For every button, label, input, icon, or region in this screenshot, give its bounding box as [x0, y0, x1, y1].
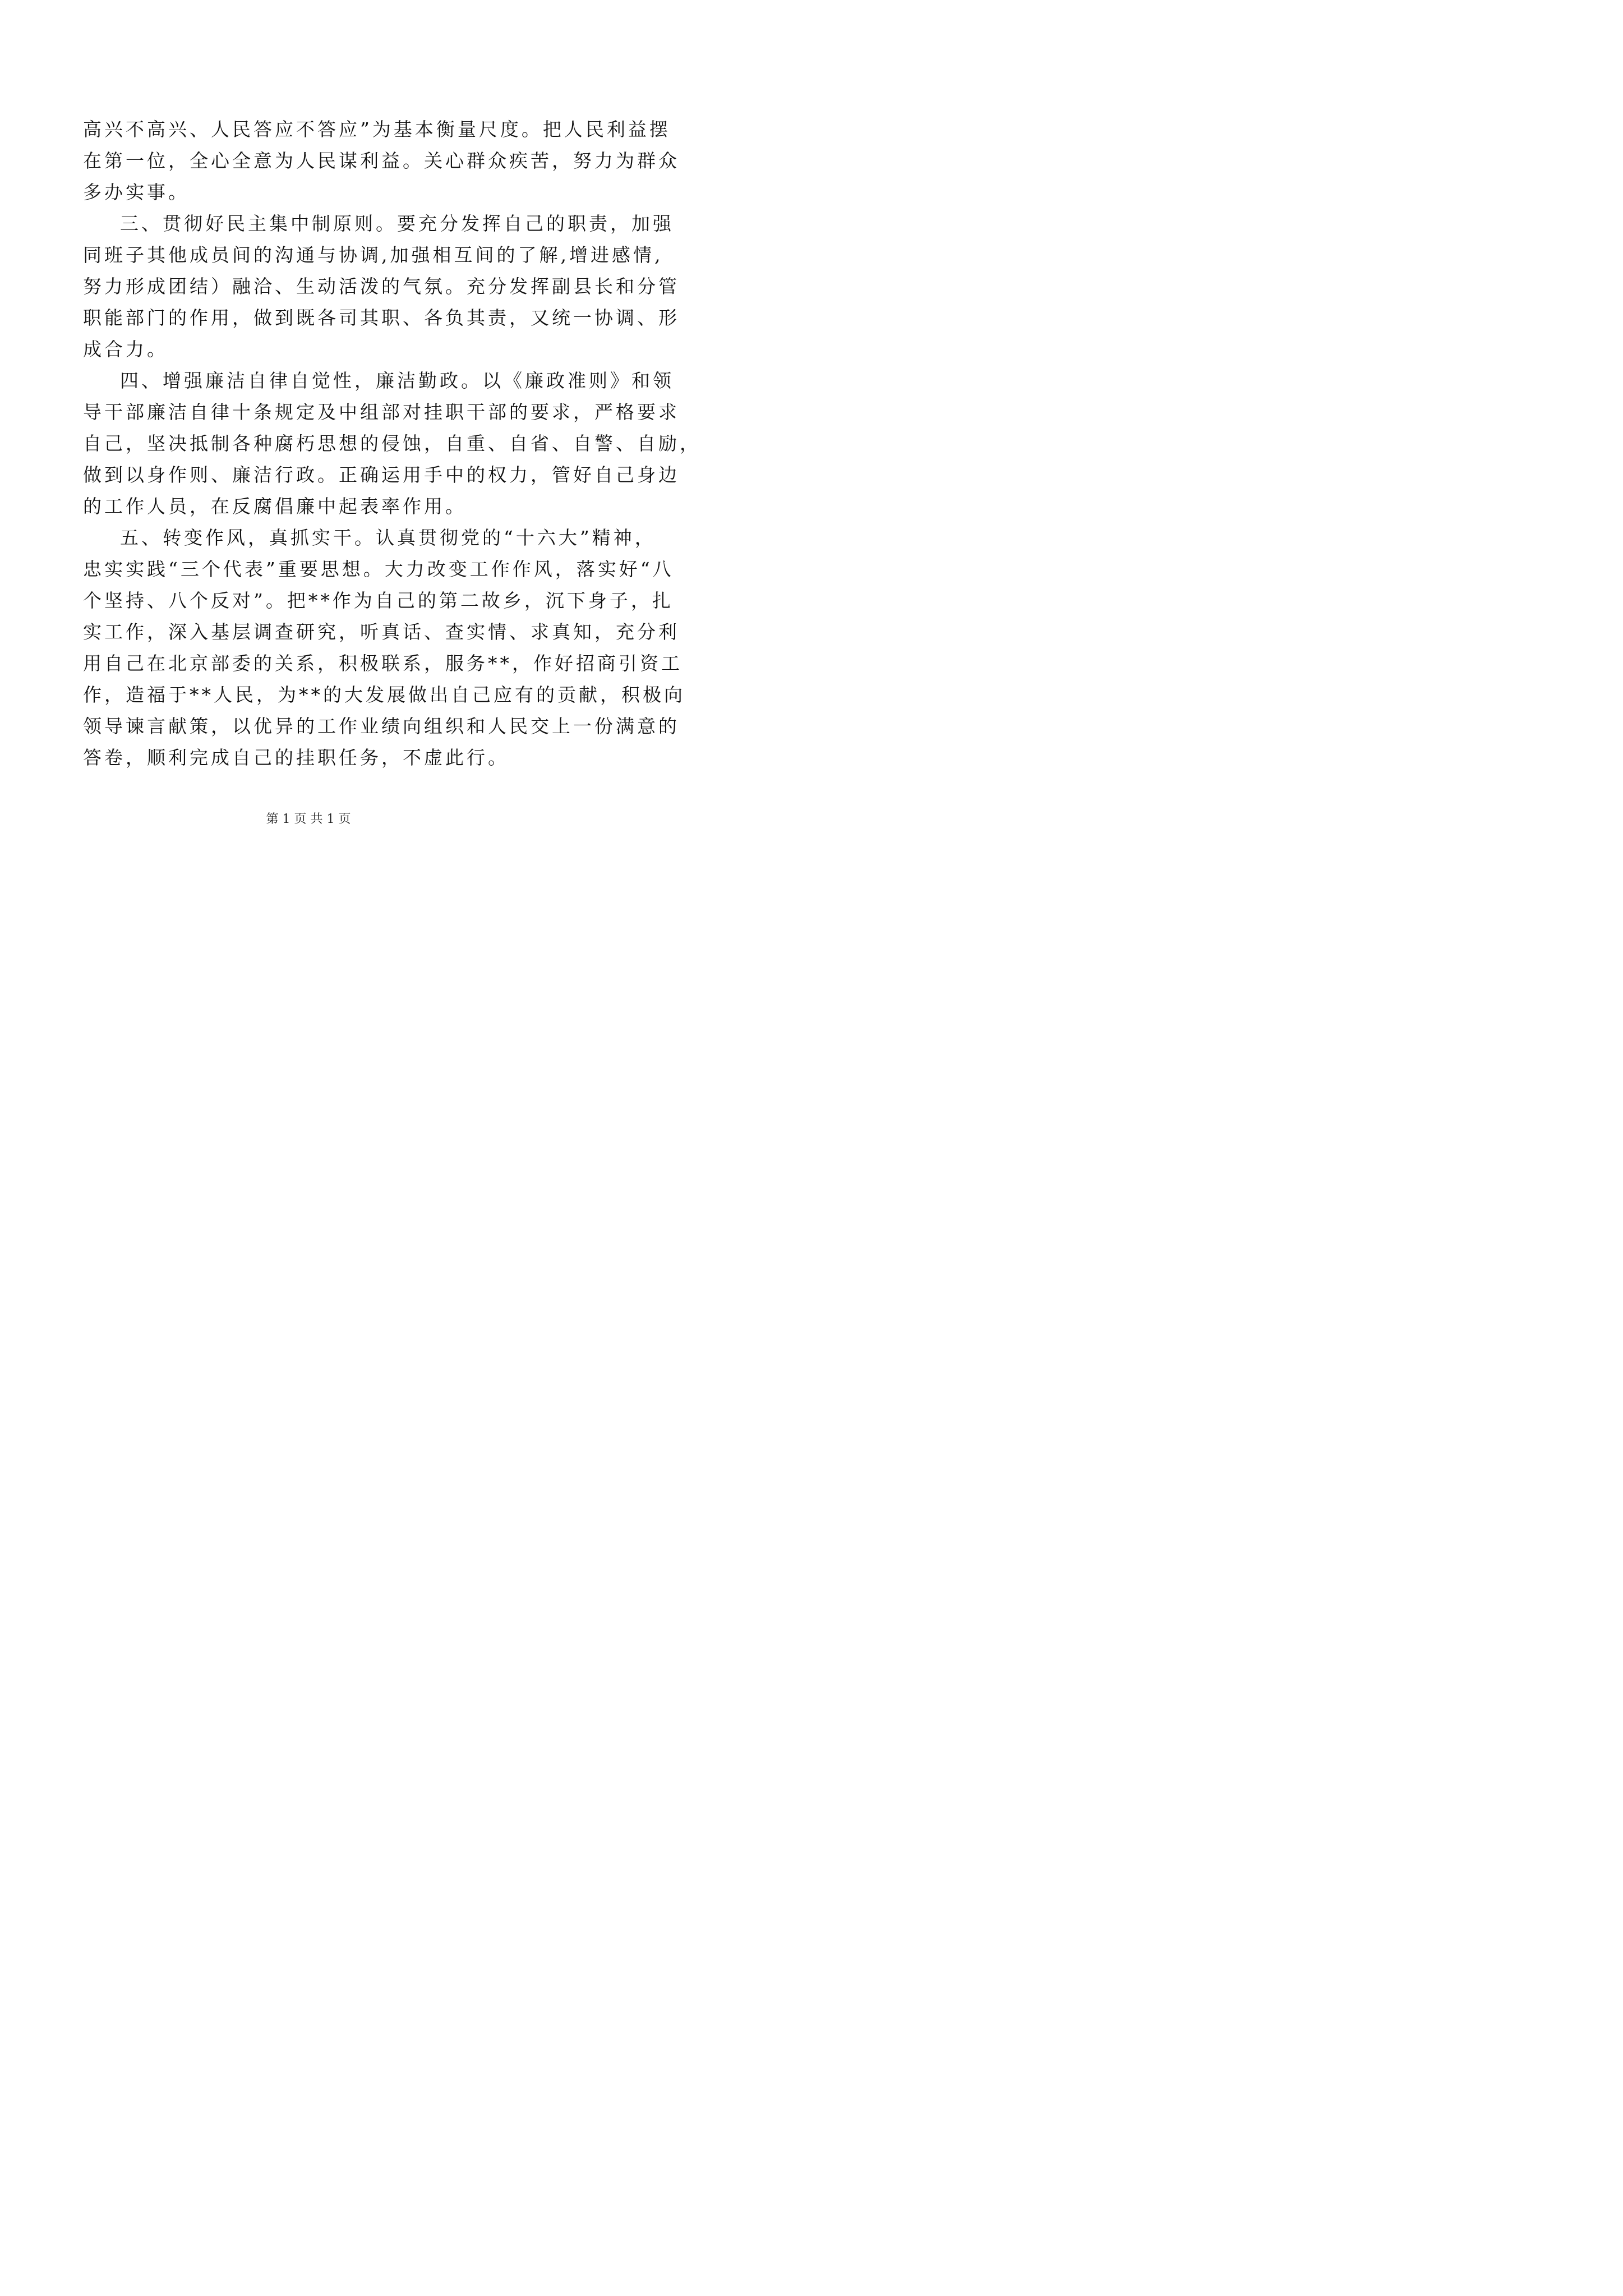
body-line: 答卷，顺利完成自己的挂职任务，不虚此行。: [83, 747, 509, 769]
body-line: 成合力。: [83, 338, 168, 360]
body-line: 四、增强廉洁自律自觉性，廉洁勤政。以《廉政准则》和领: [120, 370, 674, 392]
body-line: 的工作人员，在反腐倡廉中起表率作用。: [83, 495, 467, 517]
body-line: 职能部门的作用，做到既各司其职、各负其责，又统一协调、形: [83, 307, 680, 329]
body-line: 五、转变作风，真抓实干。认真贯彻党的“十六大”精神，: [120, 527, 656, 549]
body-line: 努力形成团结）融洽、生动活泼的气氛。充分发挥副县长和分管: [83, 275, 680, 297]
body-line: 多办实事。: [83, 181, 190, 203]
document-page: [0, 0, 701, 872]
page-number-footer: 第 1 页 共 1 页: [266, 812, 351, 826]
body-line: 实工作，深入基层调查研究，听真话、查实情、求真知，充分利: [83, 621, 680, 643]
body-line: 导干部廉洁自律十条规定及中组部对挂职干部的要求，严格要求: [83, 401, 680, 423]
body-line: 忠实实践“三个代表”重要思想。大力改变工作作风，落实好“八: [83, 558, 674, 580]
body-line: 自己，坚决抵制各种腐朽思想的侵蚀，自重、自省、自警、自励，: [83, 432, 701, 454]
body-line: 做到以身作则、廉洁行政。正确运用手中的权力，管好自己身边: [83, 464, 680, 486]
body-line: 高兴不高兴、人民答应不答应”为基本衡量尺度。把人民利益摆: [83, 118, 671, 140]
body-line: 用自己在北京部委的关系，积极联系，服务**，作好招商引资工: [83, 652, 683, 674]
body-line: 领导谏言献策，以优异的工作业绩向组织和人民交上一份满意的: [83, 715, 680, 737]
body-line: 三、贯彻好民主集中制原则。要充分发挥自己的职责，加强: [120, 213, 674, 234]
body-line: 同班子其他成员间的沟通与协调,加强相互间的了解,增进感情,: [83, 244, 663, 266]
body-line: 个坚持、八个反对”。把**作为自己的第二故乡，沉下身子，扎: [83, 590, 674, 611]
body-line: 作，造福于**人民，为**的大发展做出自己应有的贡献，积极向: [83, 684, 685, 706]
body-line: 在第一位，全心全意为人民谋利益。关心群众疾苦，努力为群众: [83, 150, 680, 172]
